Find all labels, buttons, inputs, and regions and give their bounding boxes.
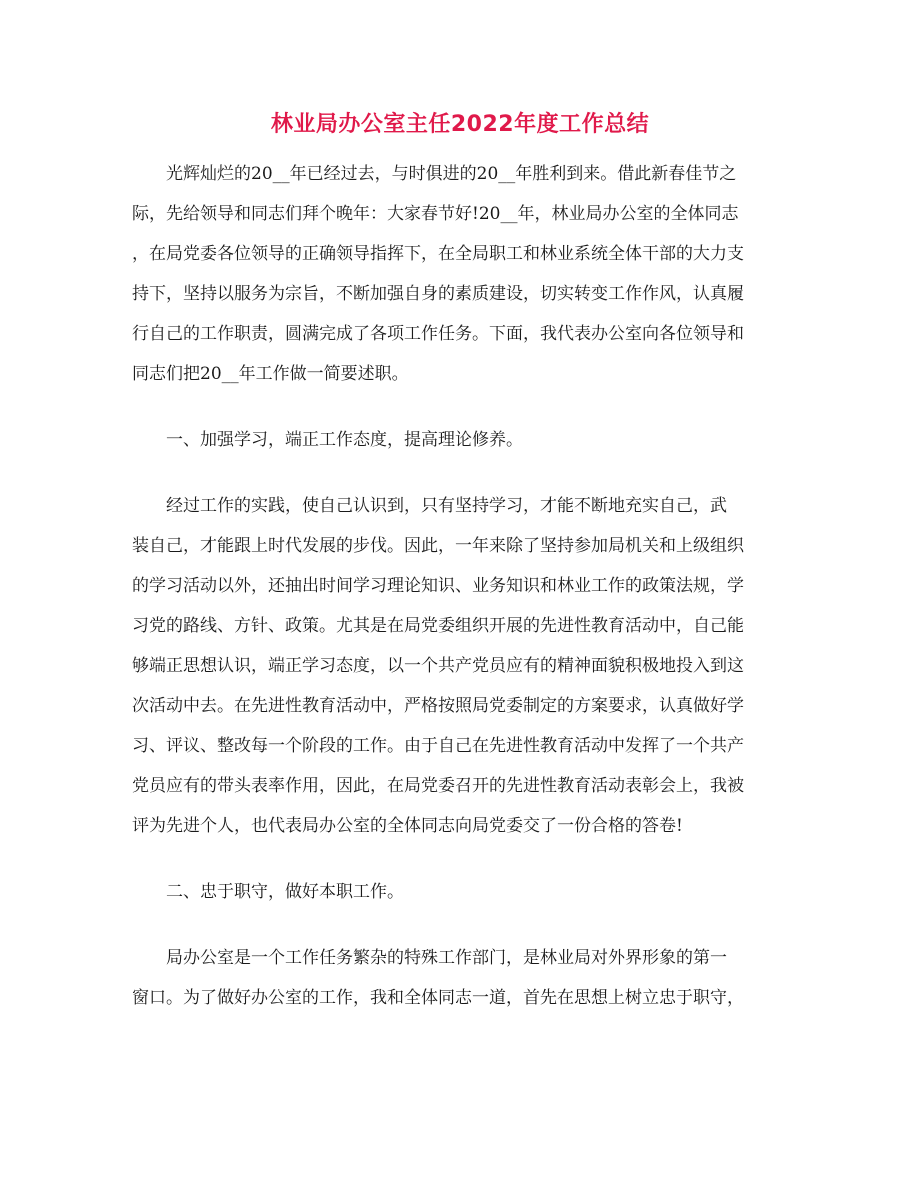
paragraph-duty	[132, 938, 784, 1018]
text-line: 局办公室是一个工作任务繁杂的特殊工作部门，是林业局对外界形象的第一	[166, 948, 727, 968]
text-line: 的学习活动以外，还抽出时间学习理论知识、业务知识和林业工作的政策法规，学	[132, 576, 744, 596]
document-body	[132, 154, 784, 1018]
section-heading-1	[132, 420, 784, 460]
text-line: 次活动中去。在先进性教育活动中，严格按照局党委制定的方案要求，认真做好学	[132, 696, 744, 716]
text-line: 窗口。为了做好办公室的工作，我和全体同志一道，首先在思想上树立忠于职守，	[132, 988, 744, 1008]
text-line: ，在局党委各位领导的正确领导指挥下，在全局职工和林业系统全体干部的大力支	[132, 244, 744, 264]
text-line: 党员应有的带头表率作用，因此，在局党委召开的先进性教育活动表彰会上，我被	[132, 776, 744, 796]
text-line: 行自己的工作职责，圆满完成了各项工作任务。下面，我代表办公室向各位领导和	[132, 324, 744, 344]
section-heading-2	[132, 872, 784, 912]
text-line: 评为先进个人，也代表局办公室的全体同志向局党委交了一份合格的答卷!	[132, 816, 683, 836]
text-line: 一、加强学习，端正工作态度，提高理论修养。	[166, 430, 523, 450]
text-line: 经过工作的实践，使自己认识到，只有坚持学习，才能不断地充实自己，武	[166, 496, 727, 516]
text-line: 装自己，才能跟上时代发展的步伐。因此，一年来除了坚持参加局机关和上级组织	[132, 536, 744, 556]
text-line: 够端正思想认识，端正学习态度，以一个共产党员应有的精神面貌积极地投入到这	[132, 656, 744, 676]
paragraph-intro	[132, 154, 784, 394]
text-line: 持下，坚持以服务为宗旨，不断加强自身的素质建设，切实转变工作作风，认真履	[132, 284, 744, 304]
text-line: 习、评议、整改每一个阶段的工作。由于自己在先进性教育活动中发挥了一个共产	[132, 736, 744, 756]
text-line: 二、忠于职守，做好本职工作。	[166, 882, 404, 902]
text-line: 光辉灿烂的20__年已经过去，与时俱进的20__年胜利到来。借此新春佳节之	[166, 164, 737, 184]
paragraph-study	[132, 486, 784, 846]
document-title: 林业局办公室主任2022年度工作总结	[270, 112, 650, 137]
text-line: 同志们把20__年工作做一简要述职。	[132, 364, 409, 384]
text-line: 习党的路线、方针、政策。尤其是在局党委组织开展的先进性教育活动中，自己能	[132, 616, 744, 636]
text-line: 际，先给领导和同志们拜个晚年：大家春节好!20__年，林业局办公室的全体同志	[132, 204, 739, 224]
